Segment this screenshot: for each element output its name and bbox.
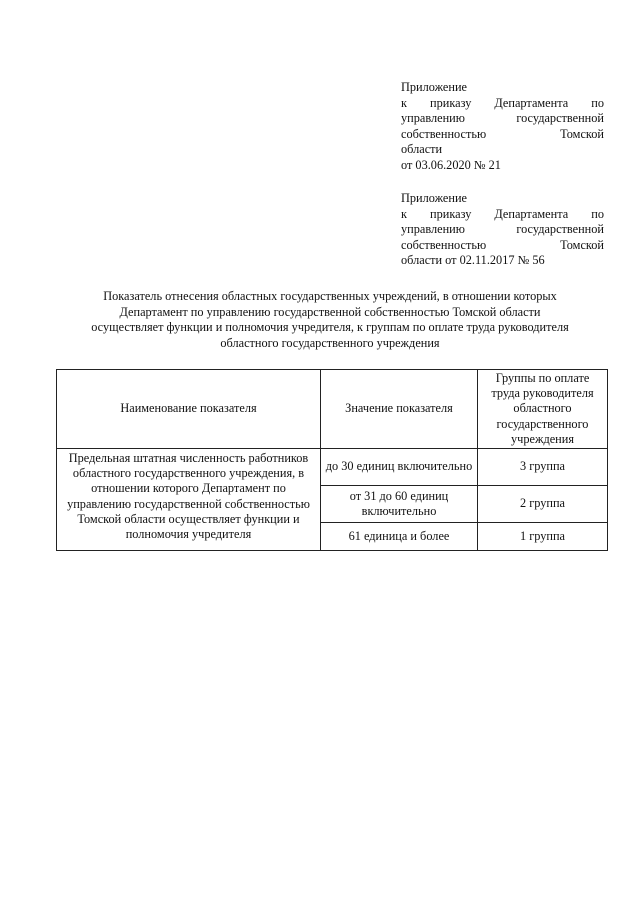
title-line: областного государственного учреждения xyxy=(220,335,440,350)
appendix-text-line: к приказу Департамента по xyxy=(401,206,604,221)
header-name: Наименование показателя xyxy=(57,370,321,449)
title-line: Показатель отнесения областных государственных учреждений, в отношении которых xyxy=(103,289,557,303)
appendix-text-line: собственностью Томской xyxy=(401,126,604,141)
header-group: Группы по оплате труда руководителя областного государственного учреждения xyxy=(478,370,608,449)
appendix-text-line: области xyxy=(401,142,443,157)
group-cell: 1 группа xyxy=(478,523,608,551)
table-row xyxy=(57,449,608,486)
header-value: Значение показателя xyxy=(321,370,478,449)
group-cell: 2 группа xyxy=(478,486,608,523)
table-header-row xyxy=(57,370,608,449)
appendix-order-date: от 03.06.2020 № 21 xyxy=(401,157,501,172)
appendix-text-line: управлению государственной xyxy=(401,222,604,237)
appendix-label: Приложение xyxy=(401,191,467,205)
appendix-original-block xyxy=(401,191,604,269)
document-title xyxy=(40,289,620,351)
title-line: Департамент по управлению государственной собственностью Томской области xyxy=(119,304,541,319)
value-cell: до 30 единиц включительно xyxy=(321,449,478,486)
group-cell: 3 группа xyxy=(478,449,608,486)
appendix-text-line: к приказу Департамента по xyxy=(401,95,604,110)
value-cell: от 31 до 60 единиц включительно xyxy=(321,486,478,523)
appendix-order-date: области от 02.11.2017 № 56 xyxy=(401,253,545,268)
title-line: осуществляет функции и полномочия учредителя, к группам по оплате труда руководителя xyxy=(91,320,569,335)
value-cell: 61 единица и более xyxy=(321,523,478,551)
appendix-label: Приложение xyxy=(401,80,467,94)
appendix-text-line: собственностью Томской xyxy=(401,237,604,252)
appendix-text-line: управлению государственной xyxy=(401,111,604,126)
indicator-table xyxy=(56,369,608,551)
indicator-name-cell: Предельная штатная численность работников областного государственного учреждения, в отношении которого Департамент по управлению государственной собственностью Томской области осуществляет функции и полномочия учредителя xyxy=(57,449,321,551)
appendix-current-block xyxy=(401,80,604,174)
